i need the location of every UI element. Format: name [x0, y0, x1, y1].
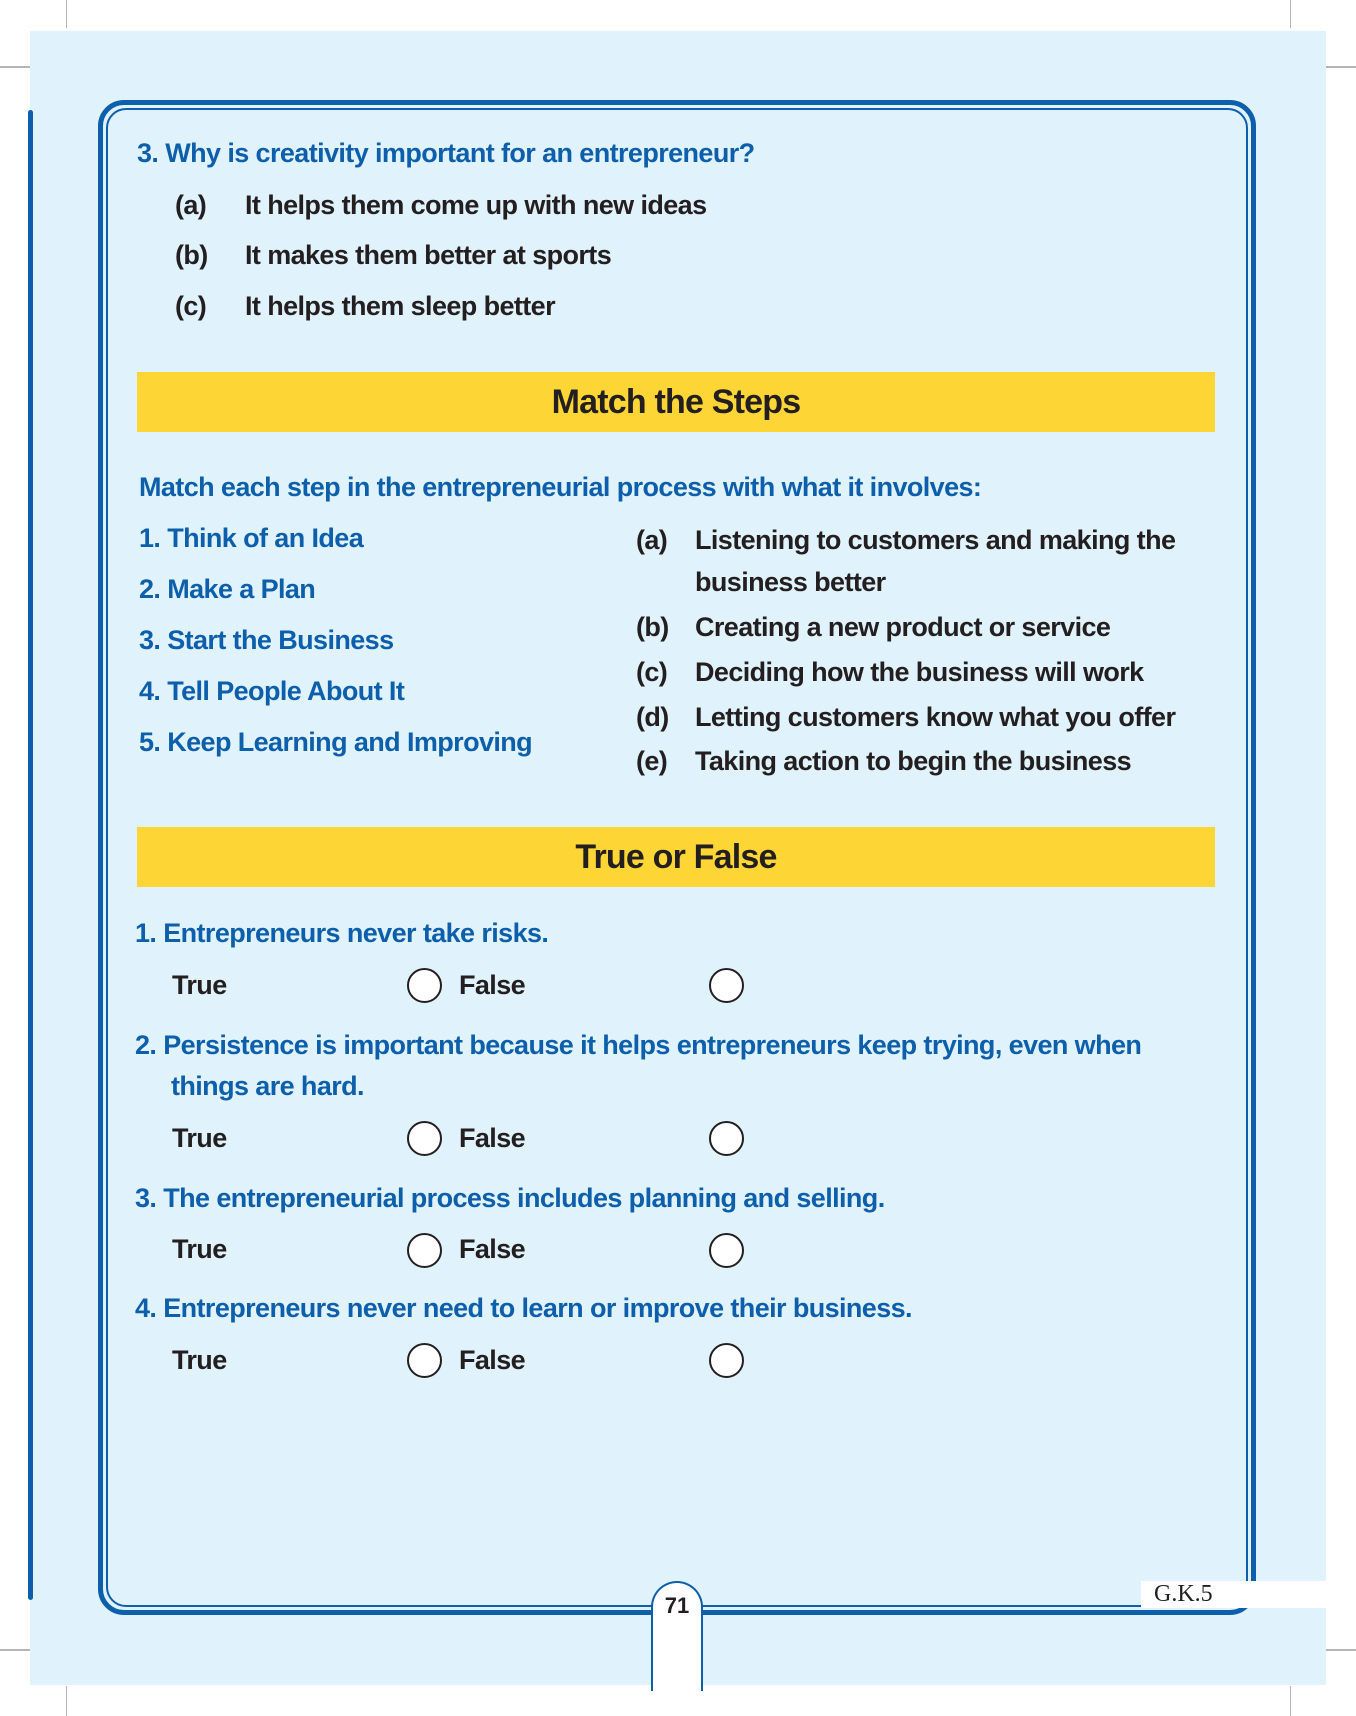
true-label: True [172, 1234, 227, 1264]
crop-mark [66, 1686, 67, 1716]
match-answer-letter: (e) [636, 746, 668, 776]
section-heading-match [137, 372, 1215, 432]
tf-question: 4. Entrepreneurs never need to learn or improve their business. [135, 1293, 912, 1323]
false-radio[interactable] [709, 1343, 744, 1378]
match-answer-text: Deciding how the business will work [695, 657, 1144, 687]
crop-mark [66, 0, 67, 28]
false-label: False [459, 1123, 526, 1153]
true-radio[interactable] [407, 968, 442, 1003]
false-radio[interactable] [709, 968, 744, 1003]
crop-mark [1326, 1649, 1356, 1651]
match-step: 2. Make a Plan [139, 574, 316, 604]
false-radio[interactable] [709, 1233, 744, 1268]
match-step: 1. Think of an Idea [139, 523, 364, 553]
mcq-option-letter: (c) [175, 291, 207, 321]
false-label: False [459, 1234, 526, 1264]
match-answer-text: Creating a new product or service [695, 612, 1111, 642]
true-radio[interactable] [407, 1121, 442, 1156]
true-label: True [172, 970, 227, 1000]
match-step: 5. Keep Learning and Improving [139, 727, 533, 757]
mcq-option-letter: (a) [175, 190, 207, 220]
page-number: 71 [651, 1581, 703, 1691]
book-code: G.K.5 [1141, 1581, 1326, 1608]
mcq-option-letter: (b) [175, 240, 208, 270]
crop-mark [0, 1649, 30, 1651]
crop-mark [1290, 0, 1291, 28]
section-heading-text: Match the Steps [551, 382, 801, 421]
mcq-option-text: It makes them better at sports [245, 240, 612, 270]
section-heading-true-false [137, 827, 1215, 887]
match-instruction: Match each step in the entrepreneurial process with what it involves: [139, 472, 982, 502]
crop-mark [1290, 1686, 1291, 1716]
match-answer-text: Listening to customers and making the [695, 525, 1176, 555]
match-step: 3. Start the Business [139, 625, 394, 655]
page-edge-bar [28, 110, 33, 1600]
section-heading-text: True or False [575, 837, 777, 876]
mcq-option-text: It helps them sleep better [245, 291, 555, 321]
true-label: True [172, 1345, 227, 1375]
tf-question-continued: things are hard. [171, 1071, 364, 1101]
tf-question: 3. The entrepreneurial process includes planning and selling. [135, 1183, 885, 1213]
match-answer-letter: (d) [636, 702, 669, 732]
match-answer-letter: (c) [636, 657, 668, 687]
match-step: 4. Tell People About It [139, 676, 405, 706]
true-radio[interactable] [407, 1233, 442, 1268]
false-radio[interactable] [709, 1121, 744, 1156]
false-label: False [459, 970, 526, 1000]
mcq-option-text: It helps them come up with new ideas [245, 190, 707, 220]
false-label: False [459, 1345, 526, 1375]
match-answer-text: Taking action to begin the business [695, 746, 1132, 776]
match-answer-text: business better [695, 567, 886, 597]
tf-question: 1. Entrepreneurs never take risks. [135, 918, 549, 948]
match-answer-text: Letting customers know what you offer [695, 702, 1176, 732]
true-radio[interactable] [407, 1343, 442, 1378]
true-label: True [172, 1123, 227, 1153]
match-answer-letter: (b) [636, 612, 669, 642]
crop-mark [1326, 66, 1356, 68]
crop-mark [0, 66, 30, 68]
mcq-question: 3. Why is creativity important for an entrepreneur? [137, 138, 755, 168]
tf-question: 2. Persistence is important because it helps entrepreneurs keep trying, even when [135, 1030, 1142, 1060]
match-answer-letter: (a) [636, 525, 668, 555]
